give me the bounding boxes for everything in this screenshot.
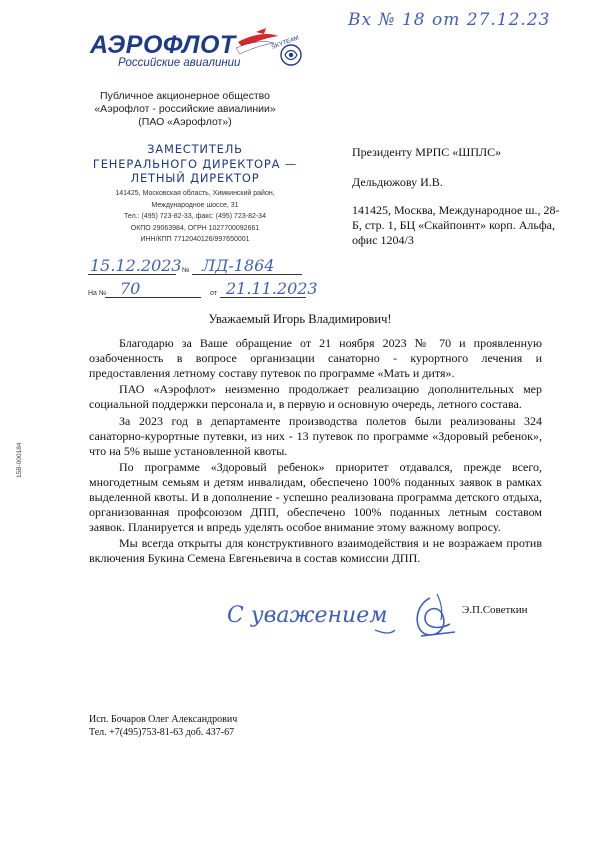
date-underline: [88, 274, 176, 275]
brand-name: АЭРОФЛОТ: [90, 31, 236, 59]
body-paragraph: По программе «Здоровый ребенок» приоритет отдавался, прежде всего, многодетным семьям и детям инвалидам, обеспечено 100% поданных заявок в рамках выделенной квоты. И в дополнение - успешно реализована программа детского отдыха, организованная профсоюзом ДПП, обеспечено 100% поданных летным составом заявок. Планируется и впредь уделять особое внимание этому важному вопросу.: [89, 460, 542, 534]
contact-line: Тел.: (495) 723-82-33, факс: (495) 723-82-34: [124, 213, 266, 220]
number-sign: №: [182, 267, 190, 274]
in-reply-date-underline: [220, 297, 306, 298]
title-line: ЛЕТНЫЙ ДИРЕКТОР: [130, 171, 260, 185]
in-reply-label: На №: [88, 290, 107, 297]
contact-line: Международное шоссе, 31: [151, 201, 239, 209]
contact-line: 141425, Московская область, Химкинский район,: [115, 190, 275, 197]
salutation: Уважаемый Игорь Владимирович!: [208, 312, 392, 326]
body-paragraph: Благодарю за Ваше обращение от 21 ноября 2023 № 70 и проявленную озабоченность в вопросе организации санаторно - курортного лечения и предоставления летному составу путевок по программе «Мать и дитя».: [89, 336, 542, 380]
signer-name: Э.П.Советкин: [462, 604, 528, 616]
executor-name: Исп. Бочаров Олег Александрович: [89, 714, 238, 725]
in-reply-number: 70: [120, 279, 141, 298]
contact-line: ОКПО 29063984, ОГРН 1027700092661: [130, 224, 260, 232]
body-paragraph: За 2023 год в департаменте производства полетов были реализованы 324 санаторно-курортные путевки, из них - 13 путевок по программе «Здоровый ребенок», что на 5% выше установленной квоты.: [89, 413, 542, 458]
sender-organization: [80, 90, 290, 129]
in-reply-date: 21.11.2023: [226, 279, 318, 298]
sender-contacts: [100, 188, 290, 246]
org-line: (ПАО «Аэрофлот»): [138, 116, 232, 128]
number-underline: [192, 274, 302, 275]
side-document-code: 15В-000184: [16, 442, 23, 478]
title-line: ГЕНЕРАЛЬНОГО ДИРЕКТОРА —: [92, 156, 298, 171]
contact-line: ИНН/КПП 7712040126/997650001: [140, 236, 250, 243]
org-line: Публичное акционерное общество: [100, 90, 270, 102]
body-paragraph: Мы всегда открыты для конструктивного взаимодействия и не возражаем против включения Букина Семена Евгеньевича в состав комиссии ДПП.: [89, 536, 542, 566]
recipient-position: Президенту МРПС «ШПЛС»: [352, 145, 502, 159]
in-reply-number-underline: [105, 297, 201, 298]
sender-title: [80, 142, 310, 186]
executor-info: [89, 713, 237, 739]
executor-phone: Тел. +7(495)753-81-63 доб. 437-67: [89, 727, 235, 738]
handwritten-signature: [225, 590, 485, 640]
letter-body: [89, 336, 542, 568]
body-paragraph: ПАО «Аэрофлот» неизменно продолжает реализацию дополнительных мер социальной поддержки персонала и, в первую и основную очередь, летного состава.: [89, 382, 542, 412]
registration-note: Вх № 18 от 27.12.23: [348, 10, 551, 30]
from-label: от: [210, 290, 217, 297]
org-line: «Аэрофлот - российские авиалинии»: [94, 103, 276, 115]
outgoing-number: ЛД-1864: [202, 256, 275, 275]
skyteam-label: SKYTEAM: [270, 35, 300, 51]
outgoing-date: 15.12.2023: [90, 256, 182, 275]
recipient-name: Дельдюжову И.В.: [352, 175, 443, 189]
signature-closing: С уважением: [227, 603, 388, 628]
title-line: ЗАМЕСТИТЕЛЬ: [147, 142, 243, 156]
brand-tagline: Российские авиалинии: [118, 57, 241, 69]
recipient-address: 141425, Москва, Международное ш., 28-Б, стр. 1, БЦ «Скайпоинт» корп. Альфа, офис 1204/3: [352, 203, 560, 247]
